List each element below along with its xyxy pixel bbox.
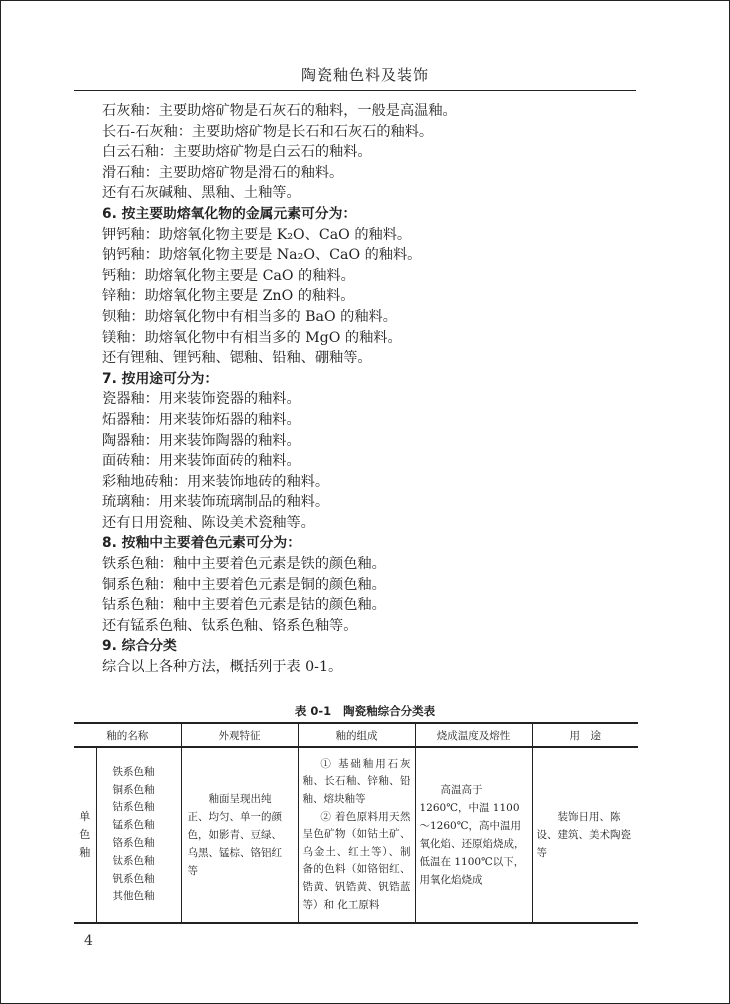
composition-item: ② 着色原料用天然呈色矿物（如钴土矿、乌金土、红土等）、制备的色料（如铬铝红、锆黄、钒锆黄、钒锆蓝等）和 化工原料 <box>302 810 411 911</box>
col-header-appearance: 外观特征 <box>181 723 298 747</box>
table-row <box>74 747 638 923</box>
classification-table <box>74 722 638 924</box>
col-header-usage: 用 途 <box>532 723 638 747</box>
section-heading: 8. 按釉中主要着色元素可分为： <box>102 535 302 552</box>
body-line: 钡釉：助熔氧化物中有相当多的 BaO 的釉料。 <box>102 308 397 325</box>
page-number: 4 <box>84 933 93 949</box>
body-line: 陶器釉：用来装饰陶器的釉料。 <box>102 432 301 449</box>
body-line: 铜系色釉：釉中主要着色元素是铜的颜色釉。 <box>102 576 386 593</box>
body-line: 还有锰系色釉、钛系色釉、铬系色釉等。 <box>102 617 358 634</box>
glaze-name: 其他色釉 <box>112 890 155 903</box>
section-heading: 9. 综合分类 <box>102 638 177 655</box>
glaze-name: 铁系色釉 <box>112 765 155 778</box>
body-line: 铁系色釉：釉中主要着色元素是铁的颜色釉。 <box>102 556 386 573</box>
body-line: 面砖釉：用来装饰面砖的釉料。 <box>102 453 301 470</box>
body-line: 钴系色釉：釉中主要着色元素是钴的颜色釉。 <box>102 597 386 614</box>
header-rule <box>74 90 636 91</box>
body-line: 瓷器釉：用来装饰瓷器的釉料。 <box>102 391 301 408</box>
body-line: 钙釉：助熔氧化物主要是 CaO 的釉料。 <box>102 267 355 284</box>
glaze-name: 锰系色釉 <box>112 819 155 832</box>
body-line: 石灰釉：主要助熔矿物是石灰石的釉料，一般是高温釉。 <box>102 103 457 119</box>
table-caption <box>0 703 730 719</box>
body-line: 长石-石灰釉：主要助熔矿物是长石和石灰石的釉料。 <box>102 123 434 140</box>
col-header-composition: 釉的组成 <box>298 723 415 747</box>
glaze-name: 钒系色釉 <box>112 872 155 885</box>
usage-cell: 装饰日用、陈设、建筑、美术陶瓷等 <box>532 747 638 923</box>
body-line: 彩釉地砖釉：用来装饰地砖的釉料。 <box>102 473 330 490</box>
names-cell <box>96 747 181 923</box>
firing-cell: 高温高于 1260℃，中温 1100～1260℃，高中温用氧化焰、还原焰烧成，低温在 1100℃以下，用氧化焰烧成 <box>415 747 532 923</box>
appearance-cell: 釉面呈现出纯正、均匀、单一的颜色，如影青、豆绿、乌黑、锰棕、铬铝红等 <box>181 747 298 923</box>
composition-cell <box>298 747 415 923</box>
glaze-name: 铬系色釉 <box>112 837 155 849</box>
col-header-name: 釉的名称 <box>74 723 181 747</box>
body-line: 锌釉：助熔氧化物主要是 ZnO 的釉料。 <box>102 288 355 305</box>
composition-item: ① 基础釉用石灰釉、长石釉、锌釉、铅釉、熔块釉等 <box>302 757 411 806</box>
body-line: 钠钙釉：助熔氧化物主要是 Na₂O、CaO 的釉料。 <box>102 247 422 264</box>
body-line: 滑石釉：主要助熔矿物是滑石的釉料。 <box>102 164 344 181</box>
section-heading: 6. 按主要助熔氧化物的金属元素可分为： <box>102 205 357 222</box>
section-heading: 7. 按用途可分为： <box>102 370 219 387</box>
group-char: 釉 <box>79 846 91 859</box>
glaze-name: 铜系色釉 <box>112 783 155 796</box>
table-header-row <box>74 723 638 747</box>
running-head-title: 陶瓷釉色料及装饰 <box>300 66 429 84</box>
table-title: 陶瓷釉综合分类表 <box>343 704 436 718</box>
body-line: 白云石釉：主要助熔矿物是白云石的釉料。 <box>102 144 372 161</box>
body-line: 钾钙釉：助熔氧化物主要是 K₂O、CaO 的釉料。 <box>102 226 412 243</box>
body-line: 还有日用瓷釉、陈设美术瓷釉等。 <box>102 514 315 531</box>
table-number: 表 0-1 <box>294 704 332 718</box>
body-line: 还有石灰碱釉、黑釉、土釉等。 <box>102 185 301 202</box>
glaze-name: 钴系色釉 <box>112 801 155 814</box>
body-line: 还有锂釉、锂钙釉、锶釉、铅釉、硼釉等。 <box>102 350 372 367</box>
body-line: 综合以上各种方法，概括列于表 0-1。 <box>102 659 343 676</box>
body-line: 琉璃釉：用来装饰琉璃制品的釉料。 <box>102 494 330 511</box>
glaze-name: 钛系色釉 <box>112 854 155 867</box>
body-text <box>102 101 642 678</box>
group-char: 单 <box>79 810 91 823</box>
col-header-firing: 烧成温度及熔性 <box>415 723 532 747</box>
group-char: 色 <box>79 828 91 841</box>
body-line: 镁釉：助熔氧化物中有相当多的 MgO 的釉料。 <box>102 329 402 346</box>
group-cell <box>74 747 96 923</box>
body-line: 炻器釉：用来装饰炻器的釉料。 <box>102 411 301 428</box>
